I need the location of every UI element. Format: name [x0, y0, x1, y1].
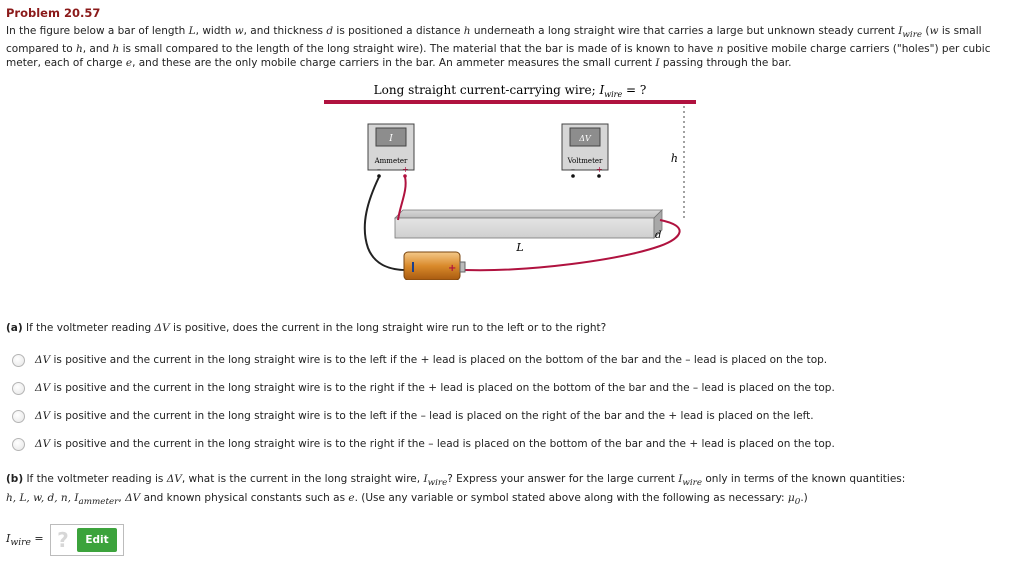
option-1[interactable]: ΔV is positive and the current in the long straight wire is to the left if the + lead is placed on the bottom of the bar and the – lead is placed on the top. [12, 348, 835, 376]
part-b-question: (b) If the voltmeter reading is ΔV, what is the current in the long straight wire, $I_{wire}$? Express your answer for the large current $I_{wire}$ only in terms of the known quantities: h, L, w, d, n, $I_{ammeter}$, ΔV and known physical constants such as e. (Use any variable or symbol stated above along with the following as necessary: $\mu_0$.) [6, 473, 906, 508]
bar [395, 210, 662, 238]
part-a-question: (a) If the voltmeter reading ΔV is positive, does the current in the long straight wire run to the left or to the right? [6, 322, 607, 334]
voltmeter [562, 124, 608, 178]
answer-input[interactable] [50, 524, 124, 556]
ammeter-plus: + [402, 165, 409, 174]
battery [404, 252, 465, 280]
voltmeter-plus-terminal [597, 174, 601, 178]
option-3[interactable]: ΔV is positive and the current in the long straight wire is to the left if the – lead is placed on the right of the bar and the + lead is placed on the left. [12, 404, 835, 432]
option-2[interactable]: ΔV is positive and the current in the long straight wire is to the right if the + lead is placed on the bottom of the bar and the – lead is placed on the top. [12, 376, 835, 404]
answer-label: $I_{wire}$ = [6, 531, 44, 549]
bar-top [395, 210, 662, 218]
battery-terminal [460, 262, 465, 272]
bar-front [395, 218, 654, 238]
edit-button[interactable]: Edit [77, 528, 116, 552]
wire-label: Long straight current-carrying wire; $I_{wire}$ = ? [373, 83, 647, 99]
h-label: h [670, 152, 678, 165]
answer-row [6, 524, 124, 556]
voltmeter-label: Voltmeter [567, 157, 603, 165]
answer-placeholder-icon: ? [57, 528, 69, 552]
ammeter-display: I [389, 134, 393, 144]
option-4-radio[interactable] [12, 438, 25, 451]
long-straight-wire [324, 100, 696, 104]
part-a-options [12, 348, 835, 460]
d-label: d [655, 230, 662, 241]
voltmeter-minus: – [571, 165, 575, 174]
option-3-radio[interactable] [12, 410, 25, 423]
circuit-diagram [320, 80, 700, 280]
option-4[interactable]: ΔV is positive and the current in the long straight wire is to the right if the – lead is placed on the bottom of the bar and the + lead is placed on the top. [12, 432, 835, 460]
ammeter-label: Ammeter [374, 157, 408, 165]
battery-negative-mark [412, 262, 414, 272]
circuit-figure [320, 80, 700, 280]
battery-plus-mark: + [448, 263, 457, 274]
voltmeter-display: ΔV [579, 134, 591, 143]
ammeter [368, 124, 414, 178]
problem-title: Problem 20.57 [6, 6, 101, 20]
problem-intro: In the figure below a bar of length L, width w, and thickness d is positioned a distance h underneath a long straight wire that carries a large but unknown steady current $I_{wire}$ (w is small compared to h, and h is small compared to the length of the long straight wire). The material that the bar is made of is known to have n positive mobile charge carriers ("holes") per cubic meter, each of charge e, and these are the only mobile charge carriers in the bar. An ammeter measures the small current I passing through the bar. [6, 25, 991, 70]
voltmeter-plus: + [596, 165, 603, 174]
voltmeter-minus-terminal [571, 174, 575, 178]
option-2-radio[interactable] [12, 382, 25, 395]
L-label: L [516, 241, 524, 254]
option-1-radio[interactable] [12, 354, 25, 367]
ammeter-minus: – [377, 165, 381, 174]
